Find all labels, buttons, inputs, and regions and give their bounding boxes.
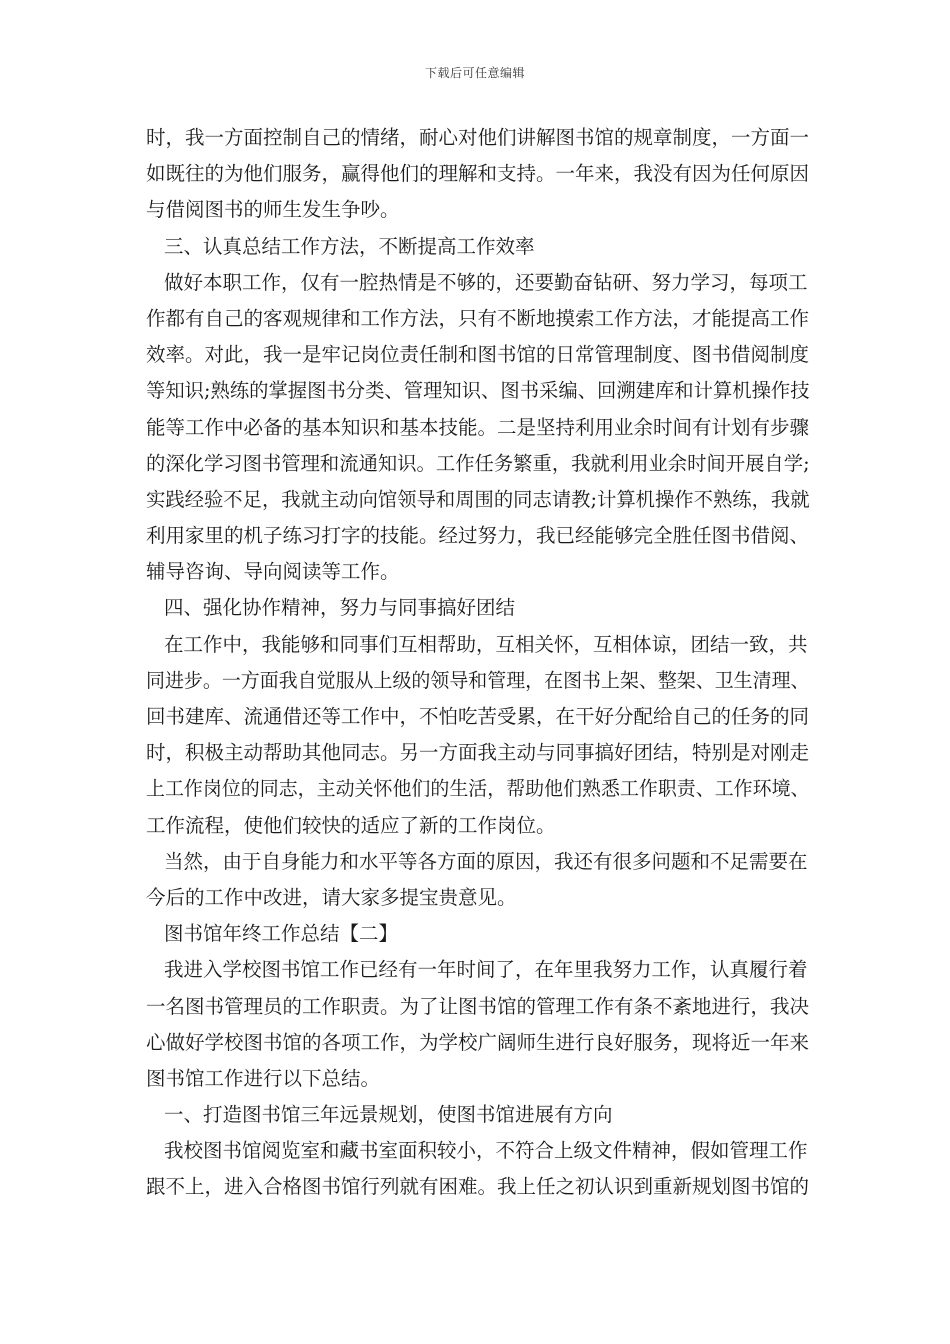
text-line: 一名图书管理员的工作职责。为了让图书馆的管理工作有条不紊地进行，我决 <box>146 994 810 1018</box>
text-line: 在工作中，我能够和同事们互相帮助，互相关怀，互相体谅，团结一致，共 <box>164 632 808 656</box>
text-line: 工作流程，使他们较快的适应了新的工作岗位。 <box>146 813 556 837</box>
text-line: 效率。对此，我一是牢记岗位责任制和图书馆的日常管理制度、图书借阅制度 <box>146 343 810 367</box>
text-line: 三、认真总结工作方法，不断提高工作效率 <box>164 234 535 258</box>
text-line: 同进步。一方面我自觉服从上级的领导和管理，在图书上架、整架、卫生清理、 <box>146 668 810 692</box>
text-line: 我校图书馆阅览室和藏书室面积较小，不符合上级文件精神，假如管理工作 <box>164 1139 808 1163</box>
document-body <box>146 120 810 1206</box>
text-line: 辅导咨询、导向阅读等工作。 <box>146 560 400 584</box>
text-line: 等知识;熟练的掌握图书分类、管理知识、图书采编、回溯建库和计算机操作技 <box>146 379 810 403</box>
text-line: 如既往的为他们服务，赢得他们的理解和支持。一年来，我没有因为任何原因 <box>146 162 810 186</box>
text-line: 实践经验不足，我就主动向馆领导和周围的同志请教;计算机操作不熟练，我就 <box>146 487 810 511</box>
text-line: 的深化学习图书管理和流通知识。工作任务繁重，我就利用业余时间开展自学; <box>146 451 810 475</box>
text-line: 作都有自己的客观规律和工作方法，只有不断地摸索工作方法，才能提高工作 <box>146 306 810 330</box>
text-line: 当然，由于自身能力和水平等各方面的原因，我还有很多问题和不足需要在 <box>164 849 808 873</box>
text-line: 利用家里的机子练习打字的技能。经过努力，我已经能够完全胜任图书借阅、 <box>146 524 810 548</box>
text-line: 时，我一方面控制自己的情绪，耐心对他们讲解图书馆的规章制度，一方面一 <box>146 126 810 149</box>
text-line: 图书馆工作进行以下总结。 <box>146 1066 381 1090</box>
text-line: 图书馆年终工作总结【二】 <box>164 922 399 946</box>
text-line: 跟不上，进入合格图书馆行列就有困难。我上任之初认识到重新规划图书馆的 <box>146 1175 810 1199</box>
text-line: 我进入学校图书馆工作已经有一年时间了，在年里我努力工作，认真履行着 <box>164 958 808 982</box>
text-line: 四、强化协作精神，努力与同事搞好团结 <box>164 596 516 620</box>
text-line: 做好本职工作，仅有一腔热情是不够的，还要勤奋钻研、努力学习，每项工 <box>164 270 808 294</box>
text-line: 一、打造图书馆三年远景规划，使图书馆进展有方向 <box>164 1103 613 1127</box>
text-line: 与借阅图书的师生发生争吵。 <box>146 198 400 222</box>
text-line: 上工作岗位的同志，主动关怀他们的生活，帮助他们熟悉工作职责、工作环境、 <box>146 777 810 801</box>
text-line: 能等工作中必备的基本知识和基本技能。二是坚持利用业余时间有计划有步骤 <box>146 415 810 439</box>
text-line: 心做好学校图书馆的各项工作，为学校广阔师生进行良好服务，现将近一年来 <box>146 1030 810 1054</box>
text-line: 回书建库、流通借还等工作中，不怕吃苦受累，在干好分配给自己的任务的同 <box>146 705 810 728</box>
text-line: 时，积极主动帮助其他同志。另一方面我主动与同事搞好团结，特别是对刚走 <box>146 741 810 765</box>
text-line: 今后的工作中改进，请大家多提宝贵意见。 <box>146 885 517 909</box>
page-header: 下载后可任意编辑 <box>424 66 525 80</box>
